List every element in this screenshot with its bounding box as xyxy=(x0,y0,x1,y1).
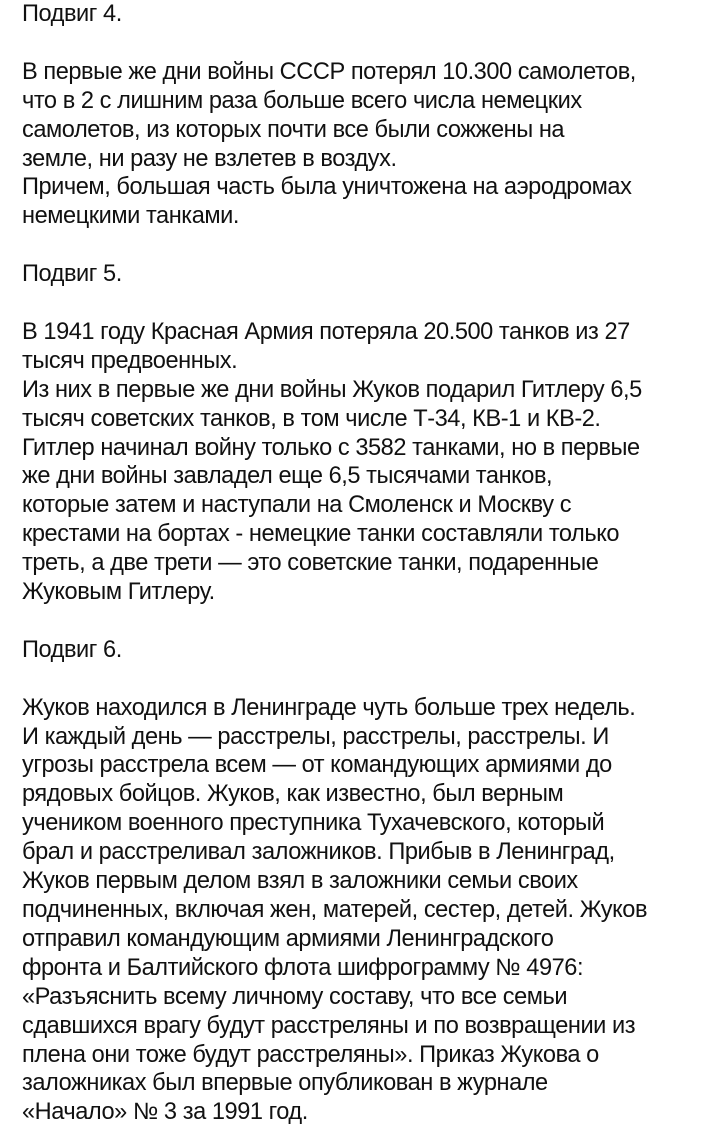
paragraph-gap xyxy=(22,231,712,260)
section-body-feat-6: Жуков находился в Ленинграде чуть больше трех недель. И каждый день — расстрелы, расстрелы, расстрелы. И угрозы расстрела всем — от командующих армиями до рядовых бойцов. Жуков, как известно, был верным учеником военного преступника Тухачевского, который брал и расстреливал заложников. Прибыв в Ленинград, Жуков первым делом взял в заложники семьи своих подчиненных, включая жен, матерей, сестер, детей. Жуков отправил командующим армиями Ленинградского фронта и Балтийского флота шифрограмму № 4976: «Разъяснить всему личному составу, что все семьи сдавшихся врагу будут расстреляны и по возвращении из плена они тоже будут расстреляны». Приказ Жукова о заложниках был впервые опубликован в журнале «Начало» № 3 за 1991 год. xyxy=(22,694,648,1126)
paragraph-gap xyxy=(22,29,712,58)
paragraph-gap xyxy=(22,607,712,636)
section-body-feat-5: В 1941 году Красная Армия потеряла 20.500 танков из 27 тысяч предвоенных. Из них в первые же дни войны Жуков подарил Гитлеру 6,5 тысяч советских танков, в том числе Т-34, КВ-1 и КВ-2. Гитлер начинал войну только с 3582 танками, но в первые же дни войны завладел еще 6,5 тысячами танков, которые затем и наступали на Смоленск и Москву с крестами на бортах - немецкие танки составляли только треть, а две трети — это советские танки, подаренные Жуковым Гитлеру. xyxy=(22,318,642,606)
section-heading-feat-6: Подвиг 6. xyxy=(22,636,122,663)
section-body-feat-4: В первые же дни войны СССР потерял 10.300 самолетов, что в 2 с лишним раза больше всего числа немецких самолетов, из которых почти все были сожжены на земле, ни разу не взлетев в воздух. Причем, большая часть была уничтожена на аэродромах немецкими танками. xyxy=(22,58,636,230)
section-heading-feat-5: Подвиг 5. xyxy=(22,261,122,288)
paragraph-gap xyxy=(22,289,712,318)
paragraph-gap xyxy=(22,665,712,694)
document-body xyxy=(22,0,712,1127)
section-heading-feat-4: Подвиг 4. xyxy=(22,1,122,27)
